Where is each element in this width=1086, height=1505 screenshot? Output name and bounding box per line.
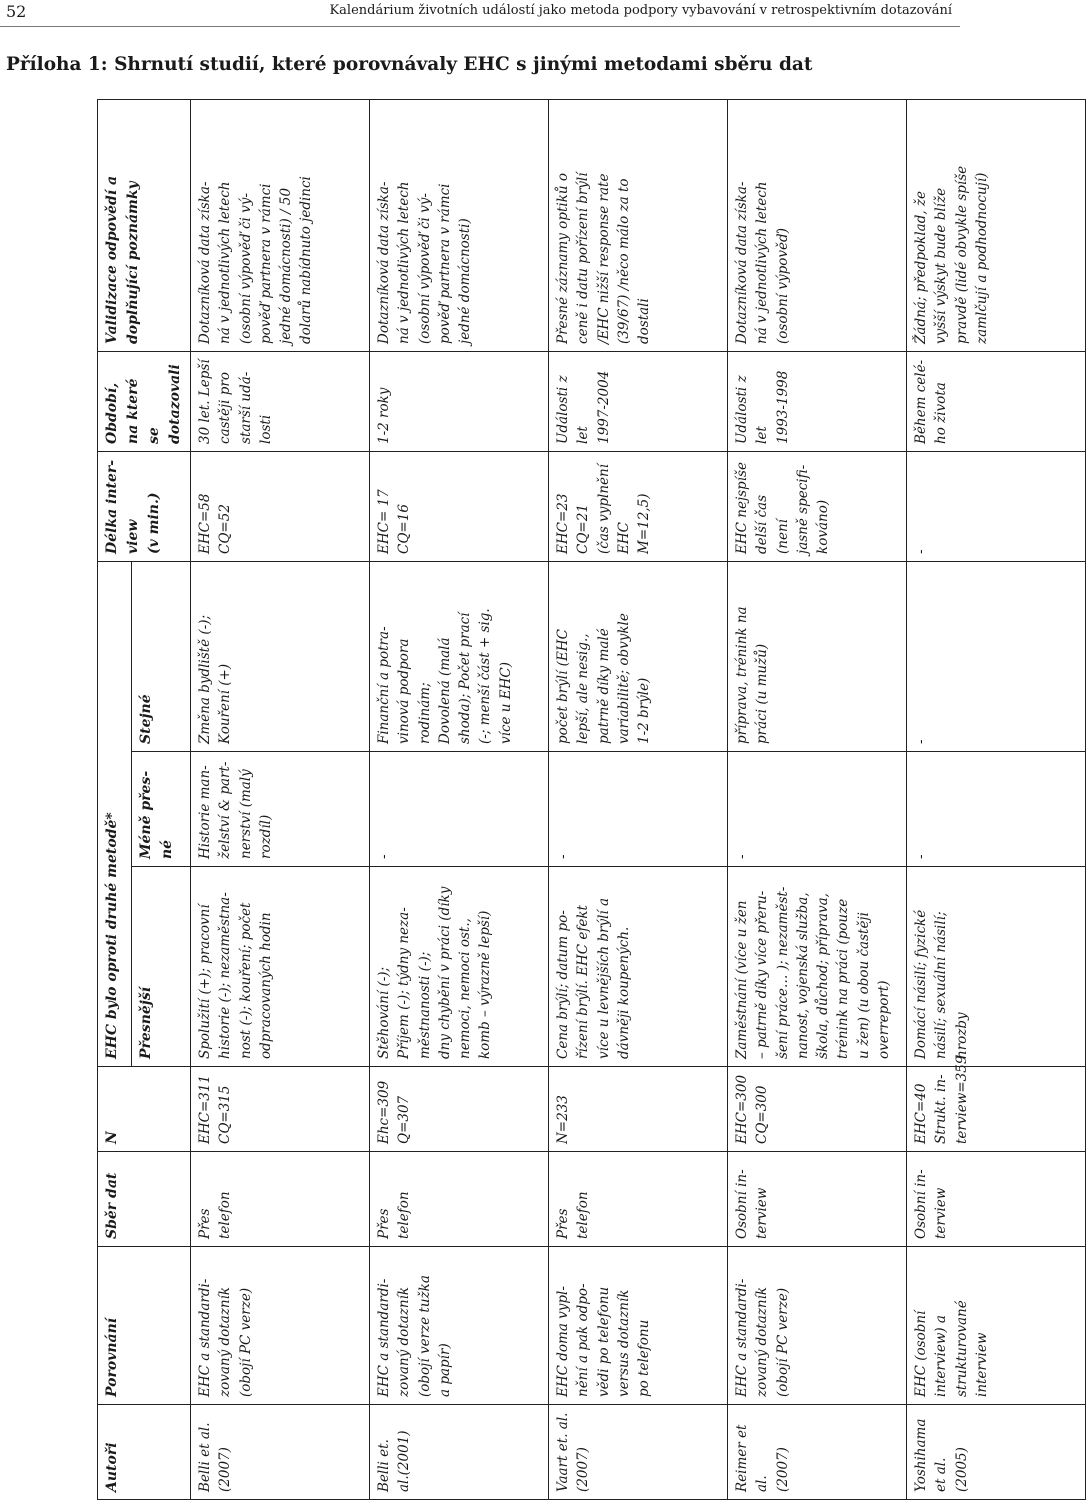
- running-header: Kalendárium životních událostí jako metoda podpory vybavování v retrospektivním dotazování: [329, 3, 952, 18]
- cell-validizace: Dotazníková data získa- ná v jednotlivých letech (osobní výpověď či vý- pověď partnera v rámci jedné domácnosti) / 50 dolarů nabídnuto jedinci: [191, 99, 370, 351]
- cell-presnejsi: Domácí násilí; fyzické násilí; sexuální násilí; hrozby: [907, 867, 1086, 1067]
- cell-n: Ehc=309 Q=307: [370, 1067, 549, 1152]
- table-row: [907, 99, 1086, 1499]
- cell-sber-dat: Přes telefon: [370, 1152, 549, 1247]
- cell-autori: Reimer et al. (2007): [728, 1405, 907, 1500]
- header-ehc-group: EHC bylo oproti druhé metodě*: [98, 561, 132, 1066]
- table-row: [370, 99, 549, 1499]
- header-stejne: Stejné: [132, 561, 191, 751]
- cell-porovnani: EHC doma vypl- nění a pak odpo- vědi po telefonu versus dotazník po telefonu: [549, 1247, 728, 1405]
- cell-mene-presne: -: [370, 752, 549, 867]
- cell-obdobi: Události z let 1993-1998: [728, 351, 907, 451]
- header-delka: Délka inter- view (v min.): [98, 451, 191, 561]
- cell-presnejsi: Stěhování (-); Příjem (-); týdny neza- městnanosti (-); dny chybění v práci (díky nemoci, nemoci ost., komb – výrazně lepší): [370, 867, 549, 1067]
- table-row: [549, 99, 728, 1499]
- cell-stejne: -: [907, 561, 1086, 751]
- header-mene-presne: Méně přes- né: [132, 752, 191, 867]
- cell-delka: EHC=23 CQ=21 (čas vyplnění EHC M=12,5): [549, 451, 728, 561]
- cell-n: EHC=40 Strukt. in- terview=359: [907, 1067, 1086, 1152]
- cell-mene-presne: -: [728, 752, 907, 867]
- cell-autori: Belli et al. (2007): [191, 1405, 370, 1500]
- cell-autori: Yoshihama et al. (2005): [907, 1405, 1086, 1500]
- cell-sber-dat: Přes telefon: [549, 1152, 728, 1247]
- cell-presnejsi: Cena brýlí; datum po- řízení brýlí. EHC efekt více u levnějších brýlí a dávněji koupených.: [549, 867, 728, 1067]
- cell-autori: Vaart et. al. (2007): [549, 1405, 728, 1500]
- header-autori: Autoři: [98, 1405, 191, 1500]
- cell-porovnani: EHC a standardi- zovaný dotazník (obojí verze tužka a papír): [370, 1247, 549, 1405]
- cell-validizace: Přesné záznamy optiků o ceně i datu pořízení brýlí /EHC nižší response rate (39/67) /něco málo za to dostali: [549, 99, 728, 351]
- header-validizace: Validizace odpovědí a doplňující poznámky: [98, 99, 191, 351]
- cell-validizace: Dotazníková data získa- ná v jednotlivých letech (osobní výpověď): [728, 99, 907, 351]
- cell-sber-dat: Přes telefon: [191, 1152, 370, 1247]
- cell-delka: EHC= 17 CQ=16: [370, 451, 549, 561]
- cell-delka: EHC nejspíše delší čas (není jasně specifi- kováno): [728, 451, 907, 561]
- header-obdobi: Období, na které se dotazovali: [98, 351, 191, 451]
- cell-porovnani: EHC (osobní interview) a strukturované interview: [907, 1247, 1086, 1405]
- cell-stejne: Finanční a potra- vinová podpora rodinám; Dovolená (malá shoda); Počet prací (-; menší část + sig. více u EHC): [370, 561, 549, 751]
- cell-sber-dat: Osobní in- terview: [907, 1152, 1086, 1247]
- cell-stejne: Změna bydliště (-); Kouření (+): [191, 561, 370, 751]
- cell-delka: -: [907, 451, 1086, 561]
- cell-sber-dat: Osobní in- terview: [728, 1152, 907, 1247]
- cell-stejne: počet brýlí (EHC lepší, ale nesig., patrně díky malé variabilitě; obvykle 1-2 brýle): [549, 561, 728, 751]
- cell-obdobi: 1-2 roky: [370, 351, 549, 451]
- header-presnejsi: Přesnější: [132, 867, 191, 1067]
- header-sber-dat: Sběr dat: [98, 1152, 191, 1247]
- rotated-table-container: [97, 100, 990, 1500]
- cell-presnejsi: Spolužití (+); pracovní historie (-); nezaměstna- nost (-); kouření; počet odpracovaných hodin: [191, 867, 370, 1067]
- cell-porovnani: EHC a standardi- zovaný dotazník (obojí PC verze): [728, 1247, 907, 1405]
- cell-obdobi: Během celé- ho života: [907, 351, 1086, 451]
- cell-validizace: Dotazníková data získa- ná v jednotlivých letech (osobní výpověď či vý- pověď partnera v rámci jedné domácnosti): [370, 99, 549, 351]
- cell-n: EHC=311 CQ=315: [191, 1067, 370, 1152]
- cell-mene-presne: -: [907, 752, 1086, 867]
- cell-n: N=233: [549, 1067, 728, 1152]
- header-porovnani: Porovnání: [98, 1247, 191, 1405]
- cell-validizace: Žádná; předpoklad, že vyšší výskyt bude blíže pravdě (lidé obvykle spíše zamlčují a podhodnocují): [907, 99, 1086, 351]
- table-row: [191, 99, 370, 1499]
- header-n: N: [98, 1067, 191, 1152]
- header-divider: [0, 26, 960, 27]
- studies-comparison-table: [97, 99, 1086, 1500]
- appendix-title: Příloha 1: Shrnutí studií, které porovnávaly EHC s jinými metodami sběru dat: [6, 54, 813, 75]
- page-number: 52: [6, 2, 27, 21]
- cell-autori: Belli et. al.(2001): [370, 1405, 549, 1500]
- cell-stejne: příprava, trénink na práci (u mužů): [728, 561, 907, 751]
- cell-presnejsi: Zaměstnání (více u žen – patrně díky více přeru- šení práce… ); nezaměst- nanost, vojenská služba, škola, důchod; příprava, trénink na práci (pouze u žen) (u obou častěji overreport): [728, 867, 907, 1067]
- table-row: [728, 99, 907, 1499]
- cell-delka: EHC=58 CQ=52: [191, 451, 370, 561]
- cell-mene-presne: -: [549, 752, 728, 867]
- cell-obdobi: Události z let 1997-2004: [549, 351, 728, 451]
- cell-n: EHC=300 CQ=300: [728, 1067, 907, 1152]
- table-body: [191, 99, 1086, 1499]
- table-header: [98, 99, 191, 1499]
- cell-obdobi: 30 let. Lepší castěji pro starší udá- losti: [191, 351, 370, 451]
- rotated-table-frame: [97, 100, 990, 1500]
- cell-mene-presne: Historie man- želství & part- nerství (malý rozdíl): [191, 752, 370, 867]
- cell-porovnani: EHC a standardi- zovaný dotazník (obojí PC verze): [191, 1247, 370, 1405]
